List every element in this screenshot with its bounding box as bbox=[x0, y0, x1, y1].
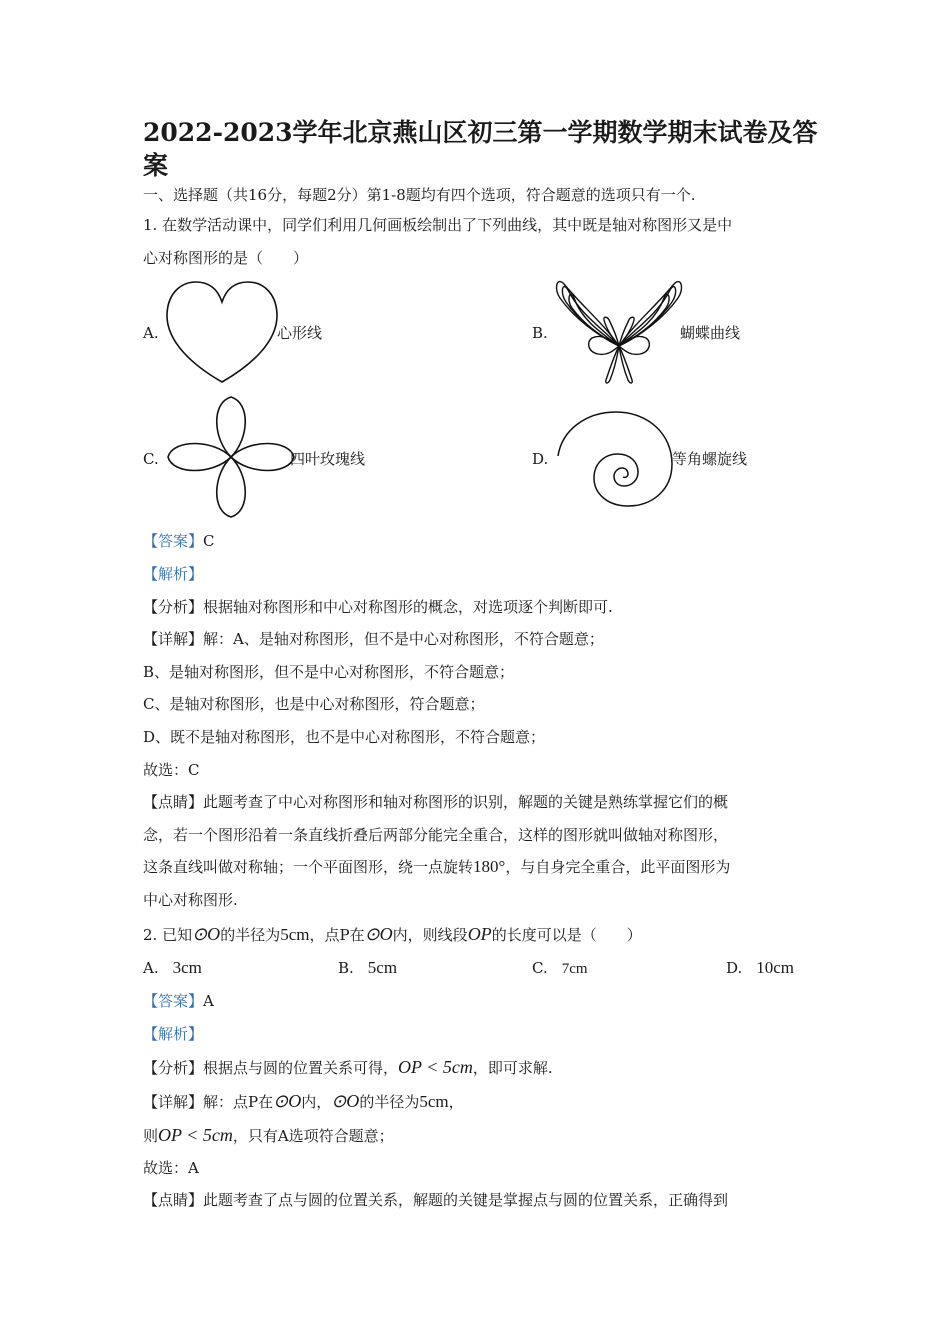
q1-option-c-label: 四叶玫瑰线 bbox=[290, 450, 366, 468]
q2-option-c-letter: C. bbox=[532, 959, 548, 977]
q2-then-text-b: ，只有A选项符合题意； bbox=[232, 1127, 394, 1145]
q1-stem-line1: 1. 在数学活动课中，同学们利用几何画板绘制出了下列曲线，其中既是轴对称图形又是中 bbox=[143, 216, 733, 234]
q1-option-b-letter: B. bbox=[532, 324, 548, 342]
answer-tag: 【答案】 bbox=[143, 532, 204, 550]
q2-option-b-letter: B. bbox=[338, 959, 354, 977]
fenxi-tag: 【分析】 bbox=[143, 598, 204, 616]
q2-detail-text-b: 内， bbox=[301, 1093, 332, 1111]
q1-detail-line2: B、是轴对称图形，但不是中心对称图形，不符合题意； bbox=[143, 663, 515, 681]
q2-option-a-value: 3cm bbox=[172, 958, 202, 977]
radius-value: 5cm bbox=[280, 925, 310, 944]
q2-detail-text-a: 解：点P在 bbox=[203, 1093, 274, 1111]
q2-stem-part1: 2. 已知 bbox=[143, 926, 193, 944]
q2-option-c-value: 7cm bbox=[561, 961, 588, 977]
q2-comment-line1 bbox=[143, 1190, 728, 1210]
q1-analysis-tag: 【解析】 bbox=[143, 565, 204, 583]
q2-detail-line bbox=[143, 1091, 464, 1112]
q2-option-a bbox=[143, 958, 202, 978]
fenxi-tag: 【分析】 bbox=[143, 1059, 204, 1077]
comment-tag: 【点睛】 bbox=[143, 1191, 204, 1209]
q2-option-b bbox=[338, 958, 397, 978]
q1-fenxi-text: 根据轴对称图形和中心对称图形的概念，对选项逐个判断即可. bbox=[203, 598, 613, 616]
inequality-op-lt-5cm: OP < 5cm bbox=[398, 1057, 473, 1077]
q1-detail-text1: 解：A、是轴对称图形，但不是中心对称图形，不符合题意； bbox=[203, 630, 604, 648]
q2-choose: 故选：A bbox=[143, 1159, 199, 1177]
q2-analysis-tag: 【解析】 bbox=[143, 1025, 204, 1043]
q1-detail-line4: D、既不是轴对称图形，也不是中心对称图形，不符合题意； bbox=[143, 728, 546, 746]
q2-detail-text-c: 的半径为 bbox=[359, 1093, 420, 1111]
q2-then-text-a: 则 bbox=[143, 1127, 159, 1145]
q1-choose: 故选：C bbox=[143, 761, 200, 779]
q1-answer-line bbox=[143, 531, 215, 551]
q2-stem-part5: 的长度可以是（ ） bbox=[491, 926, 642, 944]
heart-curve-icon bbox=[164, 278, 280, 386]
detail-tag: 【详解】 bbox=[143, 630, 204, 648]
equiangular-spiral-icon bbox=[556, 408, 676, 508]
circle-o: ⊙O bbox=[331, 1091, 360, 1111]
detail-tag: 【详解】 bbox=[143, 1093, 204, 1111]
circle-o: ⊙O bbox=[364, 924, 393, 944]
circle-o: ⊙O bbox=[273, 1091, 302, 1111]
q1-option-d-letter: D. bbox=[532, 450, 549, 468]
q2-option-b-value: 5cm bbox=[367, 958, 398, 977]
q1-option-b-label: 蝴蝶曲线 bbox=[680, 324, 741, 342]
q2-answer-line bbox=[143, 991, 214, 1011]
butterfly-curve-icon bbox=[552, 276, 686, 386]
radius-value: 5cm bbox=[419, 1092, 449, 1111]
q1-comment-line3 bbox=[143, 857, 730, 877]
q1-stem-line2: 心对称图形的是（ ） bbox=[143, 249, 309, 267]
page-title: 2022-2023学年北京燕山区初三第一学期数学期末试卷及答案 bbox=[143, 118, 818, 180]
angle-180: 180° bbox=[473, 857, 506, 876]
q1-comment-line4: 中心对称图形. bbox=[143, 891, 238, 909]
q2-stem bbox=[143, 924, 642, 945]
q2-option-d-value: 10cm bbox=[756, 958, 795, 977]
q2-option-d-letter: D. bbox=[726, 959, 743, 977]
circle-o: ⊙O bbox=[192, 924, 221, 944]
section-heading: 一、选择题（共16分，每题2分）第1-8题均有四个选项，符合题意的选项只有一个. bbox=[143, 186, 696, 204]
q2-fenxi-line bbox=[143, 1057, 553, 1078]
segment-op: OP bbox=[467, 924, 492, 944]
q2-stem-part3: ，点P在 bbox=[309, 926, 365, 944]
q1-option-a-letter: A. bbox=[143, 324, 159, 342]
comment-tag: 【点睛】 bbox=[143, 793, 204, 811]
q1-comment-text3c: ，与自身完全重合，此平面图形为 bbox=[505, 858, 731, 876]
q1-comment-line1 bbox=[143, 792, 728, 812]
inequality-op-lt-5cm: OP < 5cm bbox=[158, 1125, 233, 1145]
four-leaf-rose-icon bbox=[165, 393, 297, 521]
q1-comment-line2: 念，若一个图形沿着一条直线折叠后两部分能完全重合，这样的图形就叫做轴对称图形， bbox=[143, 826, 729, 844]
q2-stem-part4: 内，则线段 bbox=[392, 926, 468, 944]
q2-answer: A bbox=[203, 992, 214, 1010]
q1-comment-text1: 此题考查了中心对称图形和轴对称图形的识别，解题的关键是熟练掌握它们的概 bbox=[203, 793, 729, 811]
q1-option-a-label: 心形线 bbox=[277, 324, 323, 342]
q2-option-a-letter: A. bbox=[143, 959, 159, 977]
q1-fenxi-line bbox=[143, 597, 613, 617]
q2-stem-part2: 的半径为 bbox=[220, 926, 281, 944]
answer-tag: 【答案】 bbox=[143, 992, 204, 1010]
q1-option-c-letter: C. bbox=[143, 450, 159, 468]
q2-comment-text1: 此题考查了点与圆的位置关系，解题的关键是掌握点与圆的位置关系，正确得到 bbox=[203, 1191, 729, 1209]
q2-option-c bbox=[532, 958, 588, 979]
q2-then-line bbox=[143, 1125, 394, 1146]
q2-fenxi-text-a: 根据点与圆的位置关系可得， bbox=[203, 1059, 399, 1077]
q1-answer: C bbox=[203, 532, 215, 550]
q1-detail-line1 bbox=[143, 629, 604, 649]
q2-option-d bbox=[726, 958, 794, 978]
q2-fenxi-text-b: ，即可求解. bbox=[472, 1059, 553, 1077]
q1-option-d-label: 等角螺旋线 bbox=[672, 450, 748, 468]
q1-comment-text3a: 这条直线叫做对称轴；一个平面图形，绕一点旋转 bbox=[143, 858, 474, 876]
q1-detail-line3: C、是轴对称图形，也是中心对称图形，符合题意； bbox=[143, 695, 485, 713]
q2-detail-text-d: ， bbox=[448, 1093, 464, 1111]
